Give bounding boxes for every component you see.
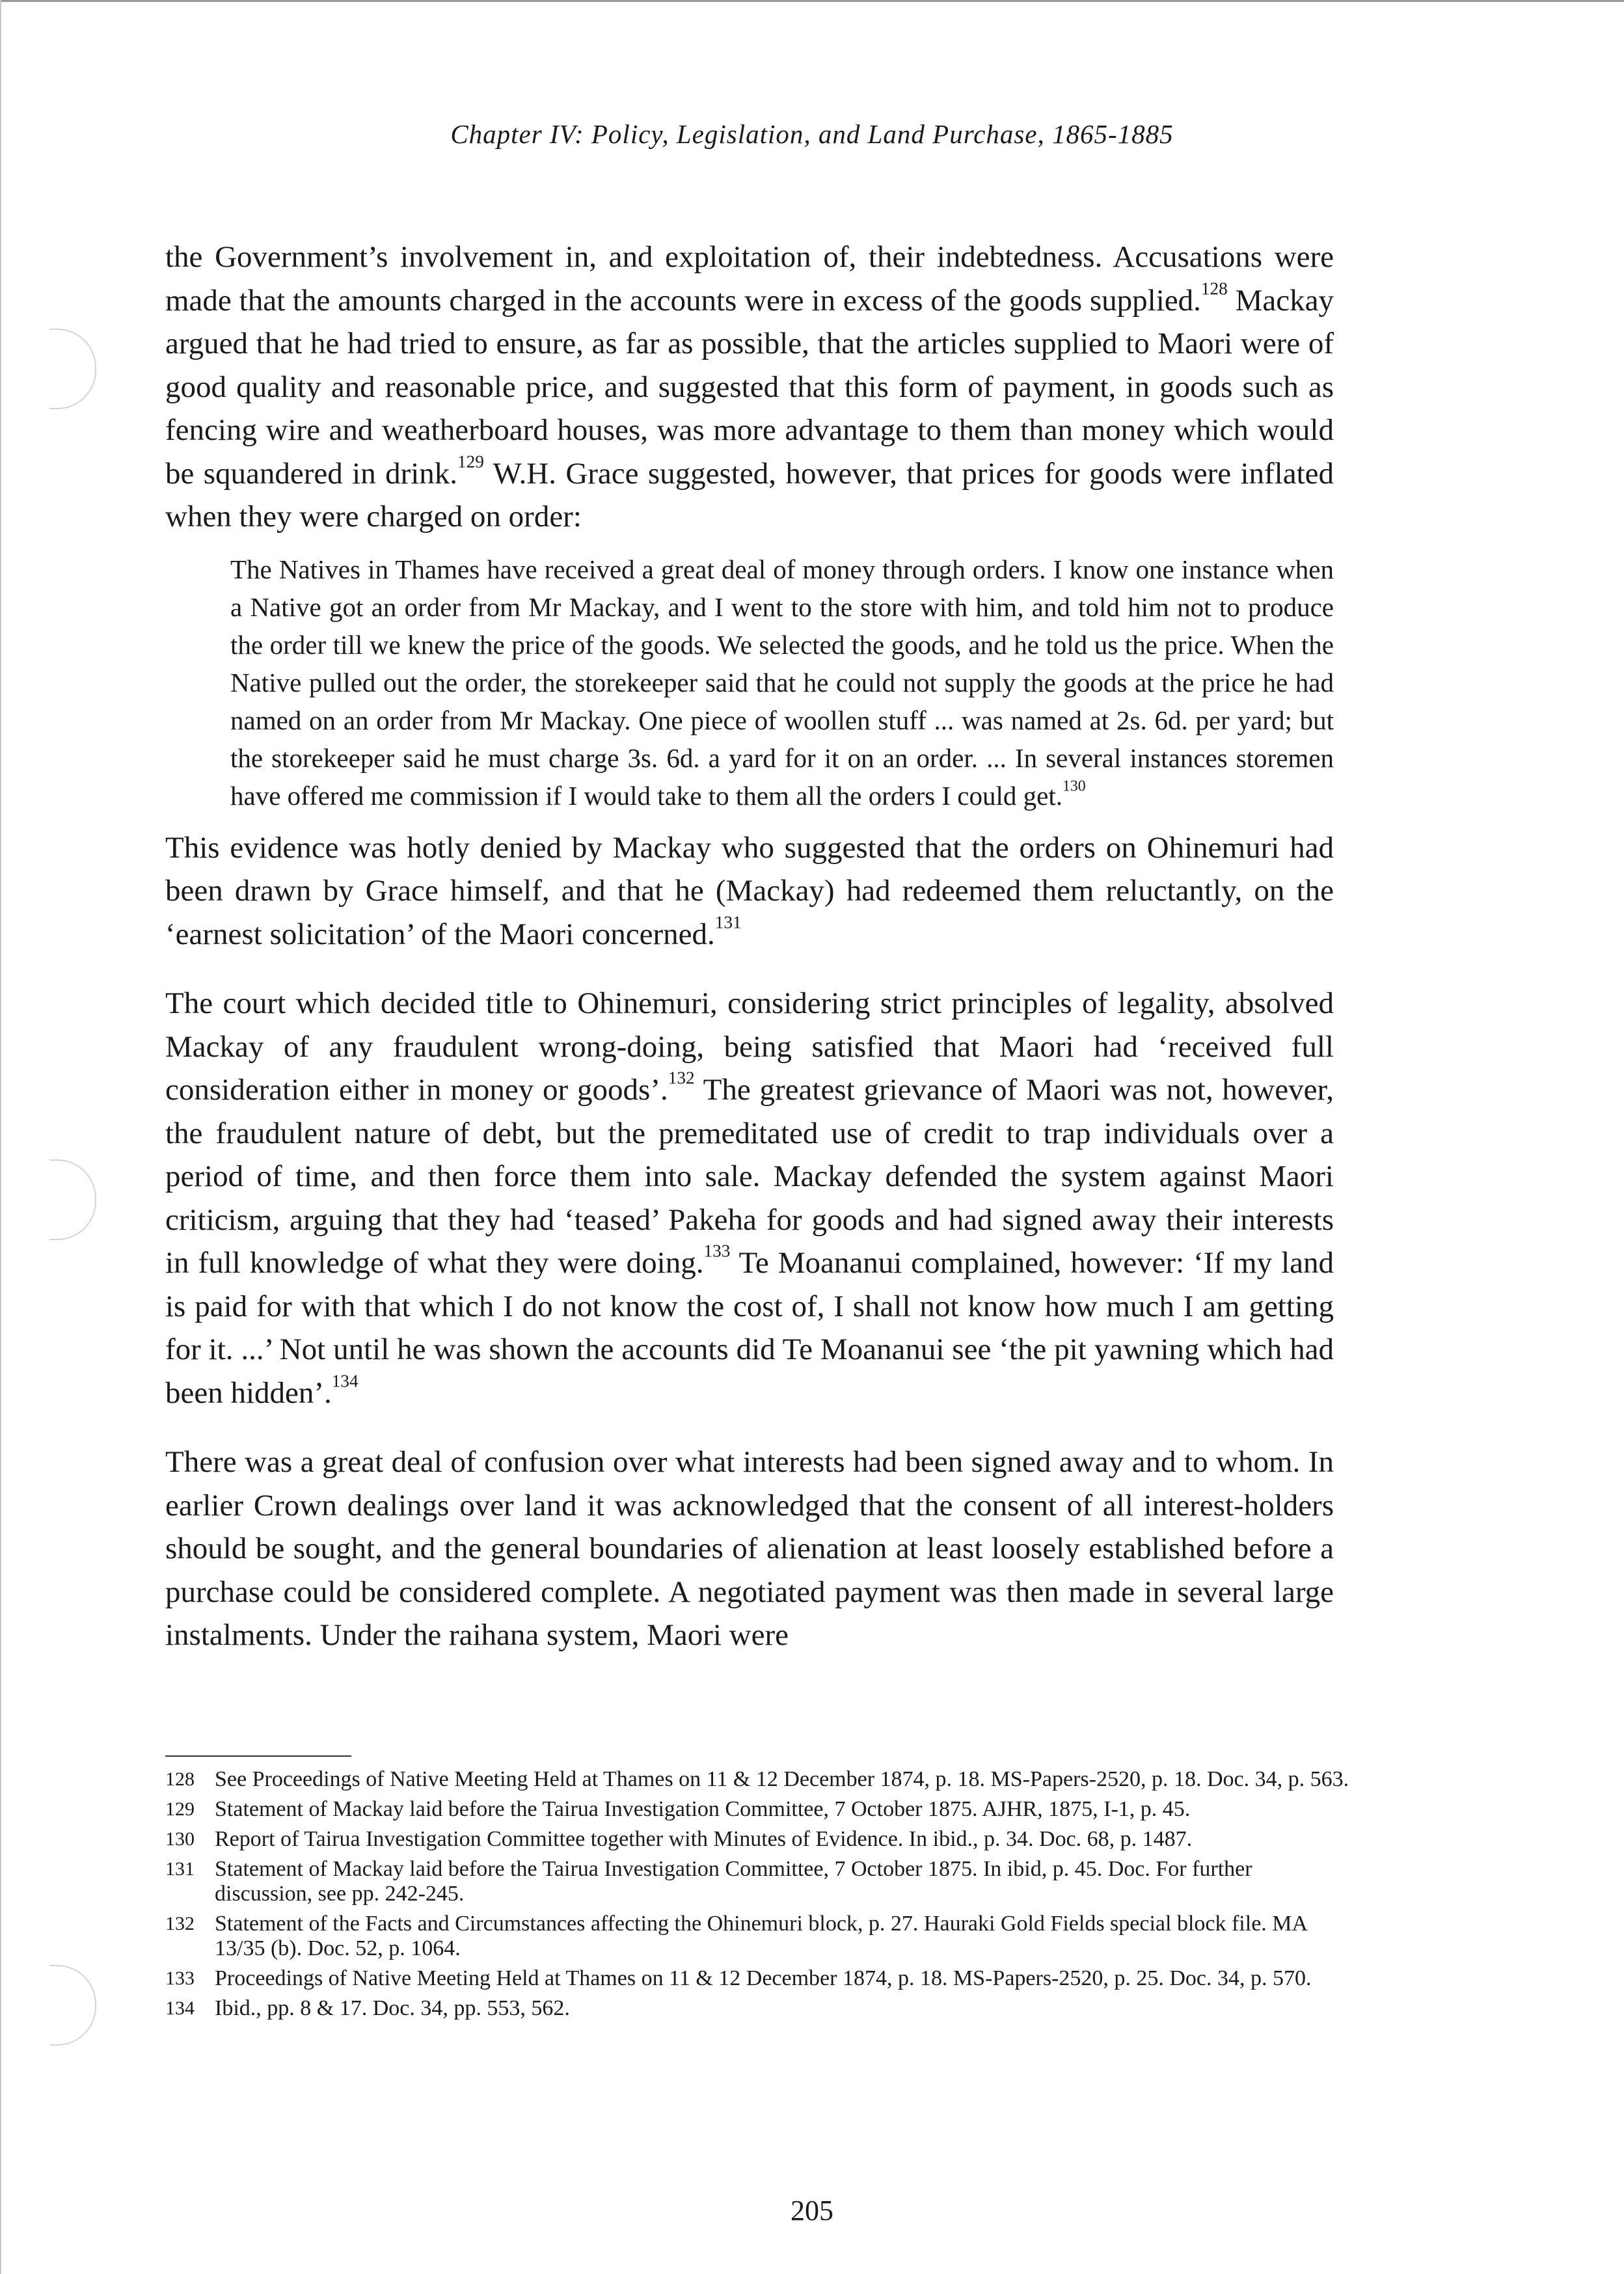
footnote-number: 128 [165, 1768, 195, 1790]
punch-hole-mark [49, 1159, 96, 1240]
paragraph [165, 236, 1334, 539]
footnote-ref[interactable]: 132 [668, 1068, 695, 1088]
text-run: The court which decided title to Ohinemuri, considering strict principles of legality, absolved Mackay of any fraudulent wrong-doing, being satisfied that Maori had ‘received full consideration either in money or goods’. [165, 986, 1334, 1107]
footnote-number: 134 [165, 1997, 195, 2019]
footnote-number: 129 [165, 1798, 195, 1820]
page-number: 205 [791, 2195, 833, 2227]
footnote-number: 131 [165, 1858, 195, 1880]
footnote-number: 133 [165, 1968, 195, 1989]
running-head: Chapter IV: Policy, Legislation, and Land Purchase, 1865-1885 [450, 119, 1174, 149]
footnotes [165, 1767, 1349, 2026]
footnote [165, 1797, 1349, 1822]
punch-hole-mark [49, 329, 96, 409]
text-run: This evidence was hotly denied by Mackay who suggested that the orders on Ohinemuri had been drawn by Grace himself, and that he (Mackay) had redeemed them reluctantly, on the ‘earnest solicitation’ of the Maori concerned. [165, 830, 1334, 951]
footnote-text: Statement of Mackay laid before the Tairua Investigation Committee, 7 October 1875. AJHR, 1875, I-1, p. 45. [215, 1797, 1191, 1821]
text-run: The Natives in Thames have received a great deal of money through orders. I know one instance when a Native got an order from Mr Mackay, and I went to the store with him, and told him not to produce the order till we knew the price of the goods. We selected the goods, and he told us the price. When the Native pulled out the order, the storekeeper said that he could not supply the goods at the price he had named on an order from Mr Mackay. One piece of woollen stuff ... was named at 2s. 6d. per yard; but the storekeeper said he must charge 3s. 6d. a yard for it on an order. ... In several instances storemen have offered me commission if I would take to them all the orders I could get. [230, 554, 1334, 811]
footnote-text: Proceedings of Native Meeting Held at Thames on 11 & 12 December 1874, p. 18. MS-Papers-2520, p. 25. Doc. 34, p. 570. [215, 1966, 1312, 1990]
text-run: The greatest grievance of Maori was not, however, the fraudulent nature of debt, but the premeditated use of credit to trap individuals over a period of time, and then force them into sale. Mackay defended the system against Maori criticism, arguing that they had ‘teased’ Pakeha for goods and had signed away their interests in full knowledge of what they were doing. [165, 1073, 1334, 1280]
footnote-ref[interactable]: 134 [331, 1370, 359, 1390]
text-run: W.H. Grace suggested, however, that prices for goods were inflated when they were charged on order: [165, 456, 1334, 534]
footnote [165, 1827, 1349, 1852]
text-run: Mackay argued that he had tried to ensure, as far as possible, that the articles supplied to Maori were of good quality and reasonable price, and suggested that this form of payment, in goods such as fencing wire and weatherboard houses, was more advantage to them than money which would be squandered in drink. [165, 283, 1334, 491]
paragraph [165, 826, 1334, 956]
footnote-ref[interactable]: 129 [457, 451, 484, 471]
footnote-text: Report of Tairua Investigation Committee together with Minutes of Evidence. In ibid., p. 34. Doc. 68, p. 1487. [215, 1827, 1193, 1851]
paragraph: There was a great deal of confusion over what interests had been signed away and to whom. In earlier Crown dealings over land it was acknowledged that the consent of all interest-holders should be sought, and the general boundaries of alienation at least loosely established before a purchase could be considered complete. A negotiated payment was then made in several large instalments. Under the raihana system, Maori were [165, 1445, 1334, 1652]
footnote [165, 1912, 1349, 1961]
body-text [165, 236, 1334, 1683]
footnote-rule [165, 1755, 351, 1757]
page-left-edge [0, 0, 1, 2274]
footnote-text: See Proceedings of Native Meeting Held at Thames on 11 & 12 December 1874, p. 18. MS-Papers-2520, p. 18. Doc. 34, p. 563. [215, 1767, 1349, 1791]
footnote-text: Statement of Mackay laid before the Tairua Investigation Committee, 7 October 1875. In ibid, p. 45. Doc. For further discussion, see pp. 242-245. [215, 1857, 1252, 1906]
paragraph [165, 982, 1334, 1414]
footnote-ref[interactable]: 131 [714, 912, 742, 932]
footnote-number: 132 [165, 1913, 195, 1934]
text-run: the Government’s involvement in, and exploitation of, their indebtedness. Accusations were made that the amounts charged in the accounts were in excess of the goods supplied. [165, 240, 1334, 318]
footnote [165, 1966, 1349, 1991]
footnote-ref[interactable]: 133 [703, 1241, 731, 1261]
page-top-edge [0, 0, 1624, 2]
footnote [165, 1767, 1349, 1792]
block-quote [230, 550, 1334, 815]
footnote-number: 130 [165, 1828, 195, 1850]
footnote [165, 1996, 1349, 2021]
footnote-text: Ibid., pp. 8 & 17. Doc. 34, pp. 553, 562. [215, 1996, 570, 2020]
footnote [165, 1857, 1349, 1906]
footnote-ref[interactable]: 128 [1200, 278, 1228, 298]
footnote-text: Statement of the Facts and Circumstances affecting the Ohinemuri block, p. 27. Hauraki Gold Fields special block file. MA 13/35 (b). Doc. 52, p. 1064. [215, 1912, 1307, 1960]
footnote-ref[interactable]: 130 [1062, 778, 1086, 795]
text-run: Te Moananui complained, however: ‘If my land is paid for with that which I do not know the cost of, I shall not know how much I am getting for it. ...’ Not until he was shown the accounts did Te Moananui see ‘the pit yawning which had been hidden’. [165, 1246, 1334, 1410]
punch-hole-mark [49, 1965, 96, 2046]
